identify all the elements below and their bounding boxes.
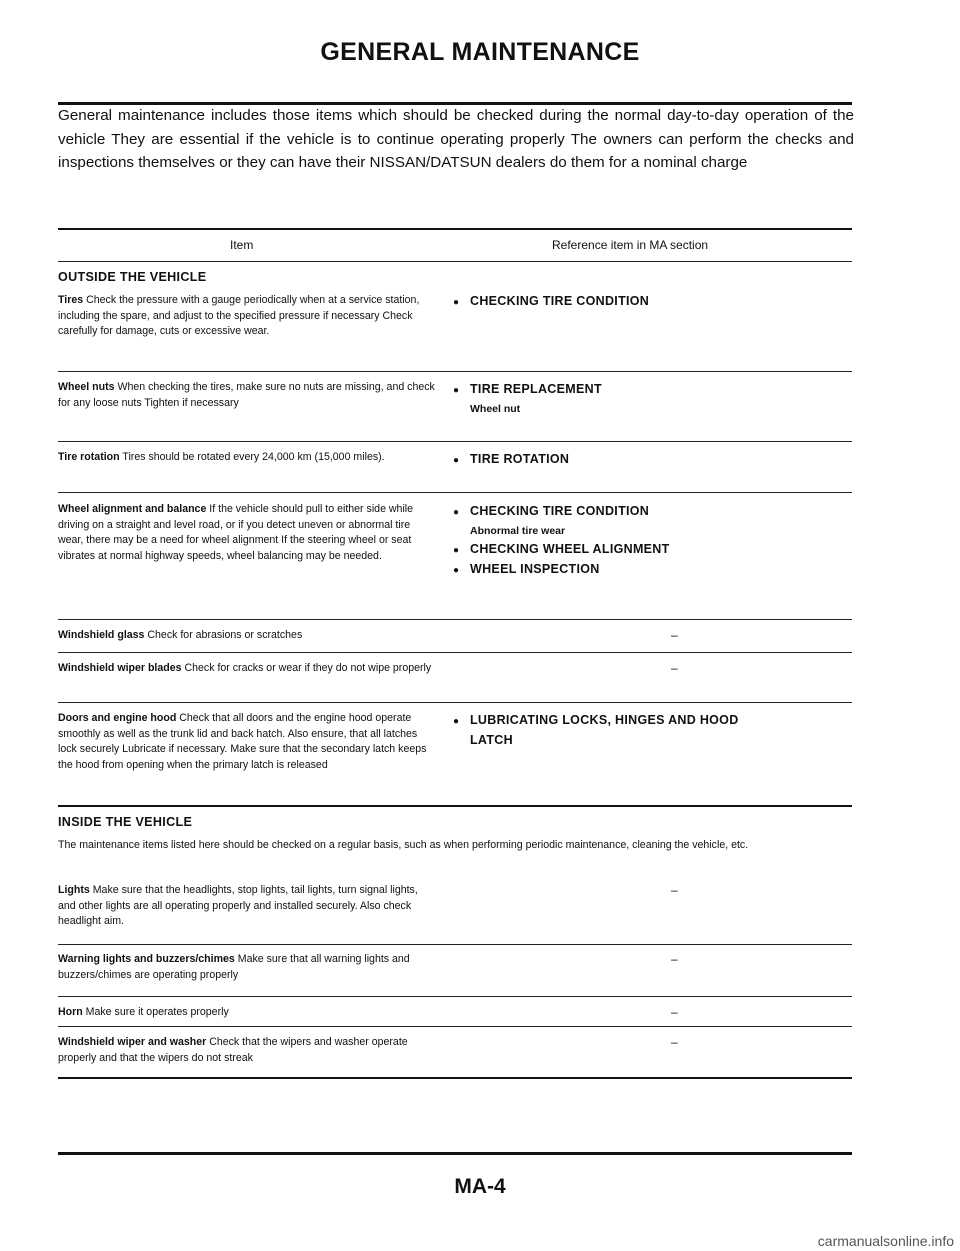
- row-text: Make sure that the headlights, stop lights, tail lights, turn signal lights, and other lights are all operating properly and installed securely. Also check headlight aim.: [58, 884, 418, 928]
- bullet-icon: ●: [453, 716, 460, 727]
- reference-none: –: [671, 1035, 678, 1049]
- table-row: [58, 450, 436, 466]
- reference-none: –: [671, 628, 678, 642]
- bullet-icon: ●: [453, 507, 460, 518]
- bullet-icon: ●: [453, 385, 460, 396]
- row-label: Horn: [58, 1006, 83, 1018]
- table-row: [58, 1005, 436, 1021]
- header-rule: [58, 261, 852, 262]
- row-divider: [58, 371, 852, 372]
- reference-item: TIRE ROTATION: [470, 452, 570, 466]
- row-text: Make sure that all warning lights and buzzers/chimes are operating properly: [58, 953, 410, 981]
- reference-cell: [453, 502, 670, 580]
- column-header-item: Item: [230, 238, 254, 252]
- row-divider: [58, 996, 852, 997]
- row-divider: [58, 702, 852, 703]
- row-label: Windshield glass: [58, 629, 145, 641]
- table-top-rule: [58, 228, 852, 230]
- section-title-outside: OUTSIDE THE VEHICLE: [58, 270, 207, 284]
- row-label: Tire rotation: [58, 451, 120, 463]
- section-title-inside: INSIDE THE VEHICLE: [58, 815, 193, 829]
- reference-subitem: Wheel nut: [470, 403, 521, 415]
- reference-item: CHECKING WHEEL ALIGNMENT: [470, 542, 670, 556]
- table-bottom-rule: [58, 1077, 852, 1079]
- inside-intro: The maintenance items listed here should be checked on a regular basis, such as when performing periodic maintenance, cleaning the vehicle, etc.: [58, 839, 749, 851]
- row-divider: [58, 441, 852, 442]
- row-label: Wheel nuts: [58, 381, 115, 393]
- bullet-icon: ●: [453, 455, 460, 466]
- reference-item: TIRE REPLACEMENT: [470, 382, 602, 396]
- row-text: Tires should be rotated every 24,000 km (15,000 miles).: [122, 451, 385, 463]
- table-row: [58, 628, 436, 644]
- row-text: Check for cracks or wear if they do not wipe properly: [184, 662, 432, 674]
- row-text: Make sure it operates properly: [85, 1006, 229, 1018]
- row-divider: [58, 619, 852, 620]
- reference-subitem: Abnormal tire wear: [470, 525, 566, 537]
- row-label: Warning lights and buzzers/chimes: [58, 953, 235, 965]
- table-row: [58, 502, 436, 565]
- row-label: Wheel alignment and balance: [58, 503, 207, 515]
- reference-cell: [453, 380, 602, 418]
- row-divider: [58, 1026, 852, 1027]
- section-divider: [58, 805, 852, 807]
- bullet-icon: ●: [453, 545, 460, 556]
- row-divider: [58, 652, 852, 653]
- reference-none: –: [671, 1005, 678, 1019]
- row-text: Check for abrasions or scratches: [147, 629, 303, 641]
- bullet-icon: ●: [453, 297, 460, 308]
- table-row: [58, 952, 436, 983]
- table-row: [58, 661, 436, 677]
- table-row: [58, 380, 436, 411]
- reference-item: CHECKING TIRE CONDITION: [470, 294, 650, 308]
- row-label: Doors and engine hood: [58, 712, 177, 724]
- reference-none: –: [671, 661, 678, 675]
- footer-rule: [58, 1152, 852, 1155]
- column-header-reference: Reference item in MA section: [552, 238, 709, 252]
- row-label: Windshield wiper blades: [58, 662, 182, 674]
- table-row: [58, 711, 436, 774]
- reference-cell: [453, 450, 569, 470]
- row-text: When checking the tires, make sure no nuts are missing, and check for any loose nuts Tighten if necessary: [58, 381, 435, 409]
- bullet-icon: ●: [453, 565, 460, 576]
- row-text: Check that the wipers and washer operate properly and that the wipers do not streak: [58, 1036, 408, 1064]
- intro-paragraph: General maintenance includes those items which should be checked during the normal day-to-day operation of the vehicle They are essential if the vehicle is to continue operating properly The owners can perform the checks and inspections themselves or they can have their NISSAN/DATSUN dealers do them for a nominal charge: [58, 107, 854, 171]
- watermark: carmanualsonline.info: [817, 1233, 954, 1249]
- row-text: Check that all doors and the engine hood operate smoothly as well as the trunk lid and back hatch. Also ensure, that all latches lock securely Lubricate if necessary. Make sure that the secondary latch keeps the hood from opening when the primary latch is released: [58, 712, 427, 772]
- reference-item: WHEEL INSPECTION: [470, 562, 600, 576]
- row-text: Check the pressure with a gauge periodically when at a service station, including the spare, and adjust to the specified pressure if necessary Check carefully for damage, cuts or excessive wear.: [58, 294, 420, 338]
- reference-item: CHECKING TIRE CONDITION: [470, 504, 650, 518]
- table-row: [58, 293, 436, 340]
- row-text: If the vehicle should pull to either side while driving on a straight and level road, or if you detect uneven or abnormal tire wear, there may be a need for wheel alignment If the steering wheel or seat vibrates at normal highway speeds, wheel balancing may be needed.: [58, 503, 414, 563]
- row-divider: [58, 492, 852, 493]
- row-label: Lights: [58, 884, 90, 896]
- reference-none: –: [671, 952, 678, 966]
- reference-cell: [453, 292, 649, 312]
- table-row: [58, 883, 436, 930]
- reference-none: –: [671, 883, 678, 897]
- table-row: [58, 1035, 436, 1066]
- reference-item: LUBRICATING LOCKS, HINGES AND HOOD: [470, 713, 739, 727]
- page-number: MA-4: [454, 1175, 506, 1198]
- row-label: Windshield wiper and washer: [58, 1036, 207, 1048]
- reference-item-continued: LATCH: [470, 733, 513, 747]
- reference-cell: [453, 711, 739, 749]
- page-title: GENERAL MAINTENANCE: [320, 38, 640, 66]
- row-divider: [58, 944, 852, 945]
- row-label: Tires: [58, 294, 84, 306]
